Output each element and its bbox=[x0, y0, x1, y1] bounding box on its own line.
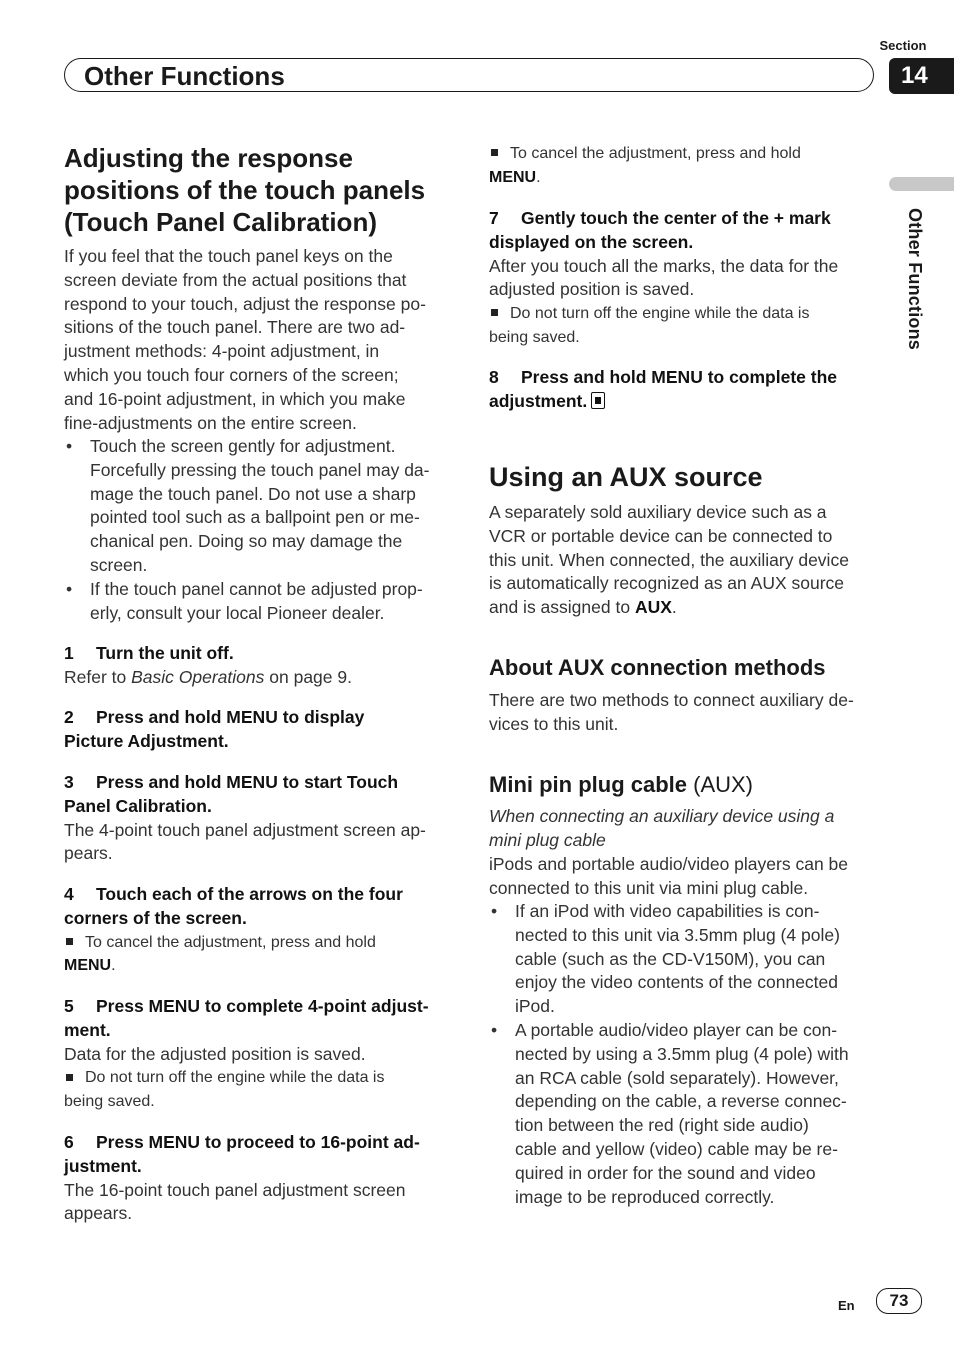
note-text: Do not turn off the engine while the data is bbox=[510, 305, 810, 323]
step-number: 3 bbox=[64, 772, 74, 792]
bullet-icon: • bbox=[491, 901, 498, 921]
list-item bbox=[64, 435, 456, 578]
cancel-note bbox=[489, 142, 879, 190]
square-bullet-icon bbox=[491, 309, 498, 316]
square-bullet-icon bbox=[66, 938, 73, 945]
text-line: erly, consult your local Pioneer dealer. bbox=[90, 602, 385, 623]
text-line: screen deviate from the actual positions that bbox=[64, 269, 407, 290]
step-2 bbox=[64, 706, 456, 754]
text-line: image to be reproduced correctly. bbox=[515, 1186, 775, 1207]
section-label: Section bbox=[879, 38, 927, 53]
step-title: Touch each of the arrows on the four bbox=[96, 884, 403, 904]
text-line: this unit. When connected, the auxiliary device bbox=[489, 549, 849, 570]
calibration-intro bbox=[64, 245, 454, 435]
reference-link-text: Basic Operations bbox=[131, 666, 265, 687]
step-6 bbox=[64, 1131, 456, 1226]
step-5 bbox=[64, 995, 456, 1114]
heading-line: (Touch Panel Calibration) bbox=[64, 207, 377, 237]
text-line: is automatically recognized as an AUX source bbox=[489, 573, 845, 594]
note-text: Do not turn off the engine while the data is bbox=[85, 1069, 385, 1087]
section-number-badge: 14 bbox=[889, 58, 954, 94]
text-line: cable (such as the CD-V150M), you can bbox=[515, 948, 826, 969]
step-number: 8 bbox=[489, 367, 499, 387]
text-line: connected to this unit via mini plug cable. bbox=[489, 877, 809, 898]
text-line: nected to this unit via 3.5mm plug (4 pole) bbox=[515, 924, 840, 945]
text-line: A portable audio/video player can be con- bbox=[515, 1019, 838, 1040]
text-line: pears. bbox=[64, 843, 113, 864]
step-title: ment. bbox=[64, 1019, 111, 1040]
note-text: . bbox=[111, 957, 116, 975]
text-line: pointed tool such as a ballpoint pen or me- bbox=[90, 507, 420, 528]
text: and is assigned to bbox=[489, 597, 635, 618]
step-title: corners of the screen. bbox=[64, 907, 247, 928]
text-line: There are two methods to connect auxiliary de- bbox=[489, 690, 854, 710]
text-line: enjoy the video contents of the connected bbox=[515, 972, 839, 993]
square-bullet-icon bbox=[491, 149, 498, 156]
step-number: 4 bbox=[64, 884, 74, 904]
page-title: Other Functions bbox=[84, 61, 285, 91]
text-line: an RCA cable (sold separately). However, bbox=[515, 1067, 839, 1088]
button-name-menu: MENU bbox=[489, 168, 537, 186]
note-text: To cancel the adjustment, press and hold bbox=[510, 145, 801, 162]
text-line: justment methods: 4-point adjustment, in bbox=[64, 341, 380, 362]
mini-pin-bullets bbox=[489, 900, 881, 1209]
text-line: sitions of the touch panel. There are two ad- bbox=[64, 317, 406, 338]
step-title: Press and hold MENU to display bbox=[96, 707, 365, 727]
aux-intro bbox=[489, 501, 881, 620]
text-line: A separately sold auxiliary device such as a bbox=[489, 502, 827, 522]
step-number: 5 bbox=[64, 996, 74, 1016]
text-line: After you touch all the marks, the data for the bbox=[489, 255, 839, 276]
list-item bbox=[489, 1019, 881, 1209]
text-line: iPods and portable audio/video players can be bbox=[489, 854, 848, 874]
calibration-bullets bbox=[64, 435, 456, 625]
heading-line: Adjusting the response bbox=[64, 143, 353, 173]
text-line: The 4-point touch panel adjustment screen ap- bbox=[64, 819, 426, 840]
step-title: Gently touch the center of the + mark bbox=[521, 208, 831, 228]
text-line: Forcefully pressing the touch panel may da- bbox=[90, 459, 430, 480]
calibration-heading bbox=[64, 142, 464, 238]
text-line: Touch the screen gently for adjustment. bbox=[90, 436, 396, 456]
step-title: adjustment. bbox=[489, 390, 588, 411]
step-4 bbox=[64, 883, 456, 978]
text-line: which you touch four corners of the screen; bbox=[64, 364, 399, 385]
text-line: When connecting an auxiliary device using a bbox=[489, 806, 835, 826]
text-line: mini plug cable bbox=[489, 829, 606, 850]
text-line: If you feel that the touch panel keys on the bbox=[64, 246, 393, 266]
language-label: En bbox=[838, 1298, 855, 1313]
bullet-icon: • bbox=[66, 578, 73, 599]
text-line: fine-adjustments on the entire screen. bbox=[64, 412, 357, 433]
step-7 bbox=[489, 207, 879, 350]
text-line: iPod. bbox=[515, 996, 555, 1017]
mini-pin-body bbox=[489, 853, 881, 901]
text-line: tion between the red (right side audio) bbox=[515, 1115, 809, 1136]
text-line: mage the touch panel. Do not use a sharp bbox=[90, 483, 416, 504]
step-title: Press MENU to proceed to 16-point ad- bbox=[96, 1132, 420, 1152]
step-1 bbox=[64, 642, 456, 690]
step-number: 6 bbox=[64, 1132, 74, 1152]
step-title: Press MENU to complete 4-point adjust- bbox=[96, 996, 429, 1016]
aux-heading: Using an AUX source bbox=[489, 462, 763, 492]
step-title: Turn the unit off. bbox=[96, 643, 234, 663]
text-line: respond to your touch, adjust the response po- bbox=[64, 293, 426, 314]
step-title: Panel Calibration. bbox=[64, 795, 212, 816]
note-text: . bbox=[536, 168, 541, 186]
page-number: 73 bbox=[876, 1288, 922, 1314]
source-name-aux: AUX bbox=[634, 597, 672, 618]
step-number: 1 bbox=[64, 643, 74, 663]
text-line: Data for the adjusted position is saved. bbox=[64, 1043, 366, 1064]
side-section-label: Other Functions bbox=[905, 208, 925, 350]
text-line: If the touch panel cannot be adjusted prop- bbox=[90, 578, 423, 599]
text: on page 9. bbox=[264, 666, 352, 687]
text-line: The 16-point touch panel adjustment screen bbox=[64, 1179, 406, 1200]
step-number: 2 bbox=[64, 707, 74, 727]
text: . bbox=[671, 597, 677, 618]
step-3 bbox=[64, 771, 456, 866]
heading-paren: (AUX) bbox=[687, 772, 753, 797]
step-title: Press and hold MENU to complete the bbox=[521, 367, 838, 387]
bullet-icon: • bbox=[491, 1019, 498, 1040]
mini-pin-subtitle bbox=[489, 805, 881, 853]
text-line: screen. bbox=[90, 554, 148, 575]
text-line: chanical pen. Doing so may damage the bbox=[90, 531, 403, 552]
heading-text: Mini pin plug cable bbox=[489, 772, 687, 797]
list-item bbox=[489, 900, 881, 1019]
about-aux-heading: About AUX connection methods bbox=[489, 655, 826, 680]
list-item bbox=[64, 578, 456, 626]
text-line: depending on the cable, a reverse connec- bbox=[515, 1091, 847, 1112]
square-bullet-icon bbox=[66, 1074, 73, 1081]
side-tab bbox=[889, 177, 954, 191]
text-line: nected by using a 3.5mm plug (4 pole) with bbox=[515, 1043, 849, 1064]
bullet-icon: • bbox=[66, 436, 73, 456]
heading-line: positions of the touch panels bbox=[64, 175, 426, 205]
text: Refer to bbox=[64, 666, 132, 687]
text-line: cable and yellow (video) cable may be re- bbox=[515, 1138, 838, 1159]
text-line: vices to this unit. bbox=[489, 713, 619, 734]
mini-pin-heading bbox=[489, 771, 879, 799]
text-line: If an iPod with video capabilities is con- bbox=[515, 901, 820, 921]
step-title: justment. bbox=[64, 1155, 142, 1176]
text-line: quired in order for the sound and video bbox=[515, 1162, 816, 1183]
button-name-menu: MENU bbox=[64, 957, 112, 975]
text-line: and 16-point adjustment, in which you make bbox=[64, 388, 406, 409]
step-title: displayed on the screen. bbox=[489, 231, 694, 252]
step-number: 7 bbox=[489, 208, 499, 228]
step-title: Press and hold MENU to start Touch bbox=[96, 772, 399, 792]
text-line: adjusted position is saved. bbox=[489, 279, 695, 300]
note-text: being saved. bbox=[64, 1093, 155, 1111]
step-title: Picture Adjustment. bbox=[64, 730, 229, 751]
note-text: being saved. bbox=[489, 328, 580, 346]
text-line: appears. bbox=[64, 1203, 133, 1224]
step-8 bbox=[489, 366, 879, 414]
about-aux-body bbox=[489, 689, 881, 737]
end-of-section-icon bbox=[591, 392, 605, 409]
text-line: VCR or portable device can be connected to bbox=[489, 525, 833, 546]
note-text: To cancel the adjustment, press and hold bbox=[85, 933, 376, 951]
